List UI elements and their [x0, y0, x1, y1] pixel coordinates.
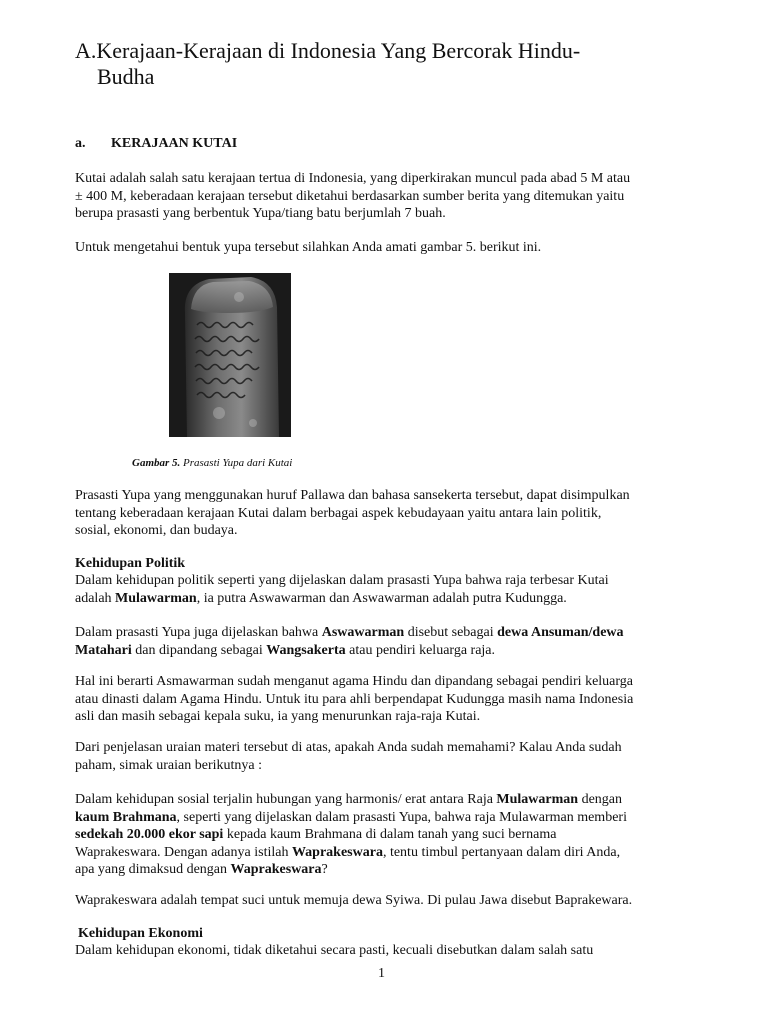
- section-heading: [75, 135, 237, 152]
- politik-line: Dari penjelasan uraian materi tersebut di atas, apakah Anda sudah memahami? Kalau Anda sudah: [75, 740, 622, 755]
- intro-line: Kutai adalah salah satu kerajaan tertua di Indonesia, yang diperkirakan muncul pada abad 5 M atau: [75, 171, 631, 186]
- politik-paragraph-4: [75, 739, 715, 774]
- sosial-line: kaum Brahmana, seperti yang dijelaskan dalam prasasti Yupa, bahwa raja Mulawarman memberi: [75, 809, 627, 825]
- page-title-line-2: Budha: [97, 64, 155, 89]
- summary-line: sosial, ekonomi, dan budaya.: [75, 523, 238, 538]
- summary-line: Prasasti Yupa yang menggunakan huruf Pallawa dan bahasa sansekerta tersebut, dapat disimpulkan: [75, 488, 630, 503]
- section-title: KERAJAAN KUTAI: [111, 136, 238, 151]
- politik-line: Dalam kehidupan politik seperti yang dijelaskan dalam prasasti Yupa bahwa raja terbesar Kutai: [75, 573, 609, 588]
- summary-line: tentang keberadaan kerajaan Kutai dalam berbagai aspek kebudayaan yaitu antara lain politik,: [75, 505, 602, 521]
- definition-paragraph: [75, 892, 715, 910]
- king-name-emphasis: Mulawarman: [115, 590, 197, 606]
- politik-paragraph-3: [75, 673, 715, 726]
- ekonomi-heading: Kehidupan Ekonomi: [78, 926, 203, 941]
- summary-paragraph: [75, 487, 715, 540]
- instruction-paragraph: [75, 239, 715, 257]
- sosial-line: Waprakeswara. Dengan adanya istilah Waprakeswara, tentu timbul pertanyaan dalam diri Anda,: [75, 844, 621, 860]
- instruction-line: Untuk mengetahui bentuk yupa tersebut silahkan Anda amati gambar 5. berikut ini.: [75, 240, 542, 255]
- politik-line: Matahari dan dipandang sebagai Wangsakerta atau pendiri keluarga raja.: [75, 642, 496, 658]
- figure-caption: [132, 457, 292, 470]
- politik-line: atau dinasti dalam Agama Hindu. Untuk itu para ahli berpendapat Kudungga masih nama Indonesia: [75, 691, 634, 707]
- politik-line: asli dan masih sebagai kepala suku, ia yang menurunkan raja-raja Kutai.: [75, 709, 481, 724]
- page-title-line-1: A.Kerajaan-Kerajaan di Indonesia Yang Bercorak Hindu-: [75, 38, 581, 63]
- sosial-line: Dalam kehidupan sosial terjalin hubungan yang harmonis/ erat antara Raja Mulawarman dengan: [75, 792, 623, 807]
- sosial-paragraph: [75, 791, 715, 879]
- ekonomi-line: Dalam kehidupan ekonomi, tidak diketahui secara pasti, kecuali disebutkan dalam salah satu: [75, 943, 594, 958]
- figure-caption-label: Gambar 5.: [132, 457, 181, 469]
- politik-line: Hal ini berarti Asmawarman sudah menganut agama Hindu dan dipandang sebagai pendiri keluarga: [75, 674, 634, 689]
- section-letter: a.: [75, 136, 86, 151]
- figure-caption-text: Prasasti Yupa dari Kutai: [180, 457, 293, 469]
- ekonomi-paragraph: [75, 942, 715, 960]
- sosial-line: sedekah 20.000 ekor sapi kepada kaum Brahmana di dalam tanah yang suci bernama: [75, 827, 557, 842]
- page-number: 1: [378, 966, 385, 981]
- politik-line: adalah Mulawarman, ia putra Aswawarman dan Aswawarman adalah putra Kudungga.: [75, 590, 567, 606]
- yupa-stone-image: [169, 273, 291, 437]
- politik-line: Dalam prasasti Yupa juga dijelaskan bahwa Aswawarman disebut sebagai dewa Ansuman/dewa: [75, 625, 624, 640]
- page-title: [75, 38, 715, 90]
- intro-line: berupa prasasti yang berbentuk Yupa/tiang batu berjumlah 7 buah.: [75, 206, 446, 221]
- politik-paragraph-2: [75, 624, 715, 659]
- sosial-line: apa yang dimaksud dengan Waprakeswara?: [75, 862, 328, 877]
- intro-line: ± 400 M, keberadaan kerajaan tersebut diketahui berdasarkan sumber berita yang ditemukan yaitu: [75, 188, 625, 204]
- intro-paragraph: [75, 170, 715, 223]
- definition-line: Waprakeswara adalah tempat suci untuk memuja dewa Syiwa. Di pulau Jawa disebut Baprakewara.: [75, 893, 633, 908]
- yupa-stone-inscription-photo-icon: [169, 273, 291, 437]
- politik-line: paham, simak uraian berikutnya :: [75, 757, 262, 773]
- politik-paragraph-1: [75, 572, 715, 607]
- politik-heading: Kehidupan Politik: [75, 556, 186, 571]
